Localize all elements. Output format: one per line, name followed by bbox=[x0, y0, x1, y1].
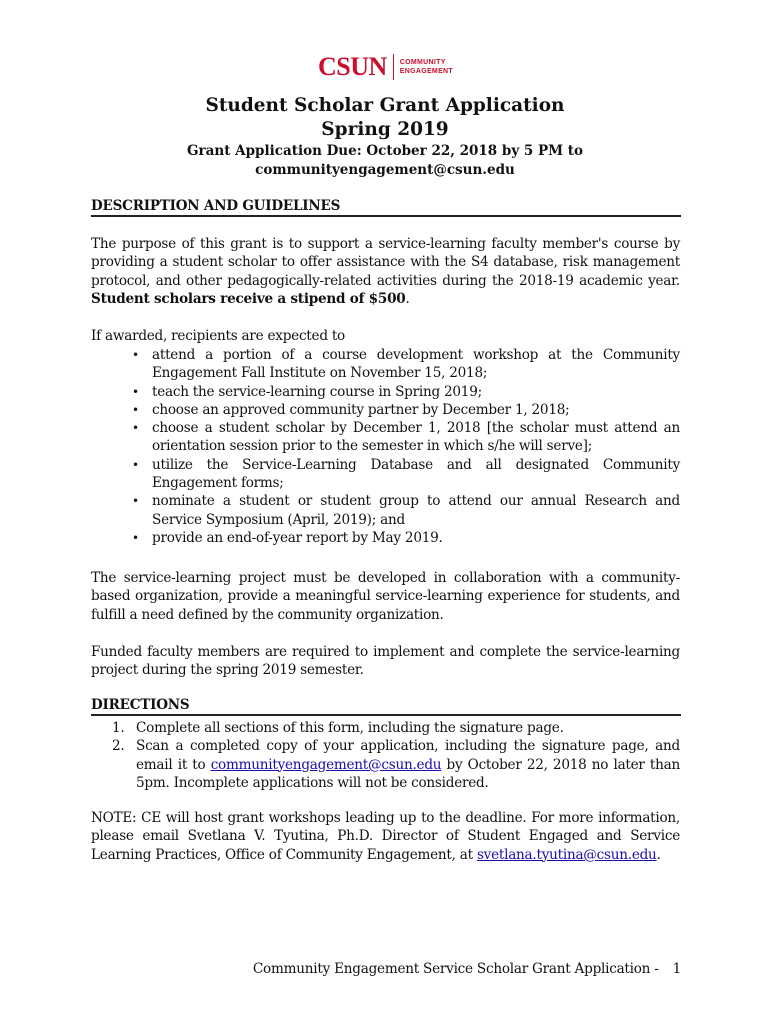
list-item-text: choose an approved community partner by December 1, 2018; bbox=[152, 401, 570, 418]
stipend-text: Student scholars receive a stipend of $500 bbox=[91, 290, 406, 307]
purpose-paragraph bbox=[91, 235, 680, 308]
community-engagement-email-link[interactable]: communityengagement@csun.edu bbox=[210, 756, 442, 773]
page-footer bbox=[0, 961, 681, 977]
footer-text: Community Engagement Service Scholar Grant Application - bbox=[252, 961, 659, 977]
bullet-icon: • bbox=[132, 384, 139, 399]
item-number: 1. bbox=[112, 720, 125, 736]
bullet-icon: • bbox=[132, 421, 139, 436]
directions-list bbox=[91, 719, 680, 792]
list-item-text: nominate a student or student group to attend our annual Research and Service Symposium (April, 2019); and bbox=[152, 493, 680, 528]
page-subtitle: Spring 2019 bbox=[321, 119, 449, 140]
directions-heading: DIRECTIONS bbox=[91, 697, 681, 716]
list-item-text: provide an end-of-year report by May 2019. bbox=[152, 529, 443, 546]
page-title: Student Scholar Grant Application bbox=[205, 95, 565, 116]
bullet-icon: • bbox=[132, 530, 139, 545]
bullet-icon: • bbox=[132, 494, 139, 509]
list-item-text: utilize the Service-Learning Database and all designated Community Engagement forms; bbox=[152, 456, 680, 492]
item-number: 2. bbox=[112, 738, 125, 755]
collaboration-paragraph: The service-learning project must be developed in collaboration with a community-based organization, provide a meaningful service-learning experience for students, and fulfill a need defined by the community organization. bbox=[91, 570, 680, 623]
list-item-text: choose a student scholar by December 1, 2018 [the scholar must attend an orientation session prior to the semester in which s/he will serve]; bbox=[152, 420, 680, 455]
csun-logo bbox=[318, 52, 453, 82]
implementation-paragraph: Funded faculty members are required to implement and complete the service-learning project during the spring 2019 semester. bbox=[91, 644, 680, 679]
list-item bbox=[91, 383, 680, 401]
list-item bbox=[91, 737, 680, 792]
list-item bbox=[91, 492, 680, 529]
contact-email-link[interactable]: svetlana.tyutina@csun.edu bbox=[476, 846, 657, 863]
logo-mark: CSUN bbox=[318, 52, 387, 81]
list-item bbox=[91, 529, 680, 547]
page-number: 1 bbox=[672, 961, 681, 977]
list-item bbox=[91, 456, 680, 493]
description-heading: DESCRIPTION AND GUIDELINES bbox=[91, 198, 681, 217]
list-item bbox=[91, 719, 680, 737]
logo-subtitle-line1: COMMUNITY bbox=[399, 59, 446, 66]
logo-subtitle-line2: ENGAGEMENT bbox=[399, 68, 453, 75]
purpose-text: The purpose of this grant is to support a service-learning faculty member's course by providing a student scholar to offer assistance with the S4 database, risk management protocol, and other pedagogically-related activities during the 2018-19 academic year. bbox=[91, 236, 680, 289]
due-date-line: Grant Application Due: October 22, 2018 by 5 PM to bbox=[186, 143, 584, 159]
list-item-text: Scan a completed copy of your application, including the signature page, and email it to bbox=[136, 738, 680, 773]
list-item-text: teach the service-learning course in Spring 2019; bbox=[152, 383, 482, 400]
bullet-icon: • bbox=[132, 402, 139, 417]
note-text: NOTE: CE will host grant workshops leading up to the deadline. For more information, please email Svetlana V. Tyutina, Ph.D. Director of Student Engaged and Service Learning Practices, Office of Community Engagement, at bbox=[91, 810, 680, 863]
bullet-icon: • bbox=[132, 348, 139, 362]
list-item bbox=[91, 401, 680, 419]
list-item-text: Complete all sections of this form, including the signature page. bbox=[136, 720, 564, 736]
purpose-end: . bbox=[405, 290, 410, 307]
list-item-text: attend a portion of a course development workshop at the Community Engagement Fall Institute on November 15, 2018; bbox=[152, 347, 680, 382]
logo-divider bbox=[393, 54, 394, 80]
note-end: . bbox=[656, 846, 661, 863]
list-item bbox=[91, 346, 680, 383]
logo-subtitle bbox=[400, 58, 453, 76]
expectations-list bbox=[91, 346, 680, 547]
note-paragraph bbox=[91, 809, 680, 864]
list-item-text-end: by October 22, 2018 no later than 5pm. Incomplete applications will not be considered. bbox=[136, 756, 680, 791]
expectations-intro: If awarded, recipients are expected to bbox=[91, 328, 345, 344]
bullet-icon: • bbox=[132, 457, 139, 472]
due-email-line: communityengagement@csun.edu bbox=[255, 162, 515, 178]
list-item bbox=[91, 419, 680, 456]
